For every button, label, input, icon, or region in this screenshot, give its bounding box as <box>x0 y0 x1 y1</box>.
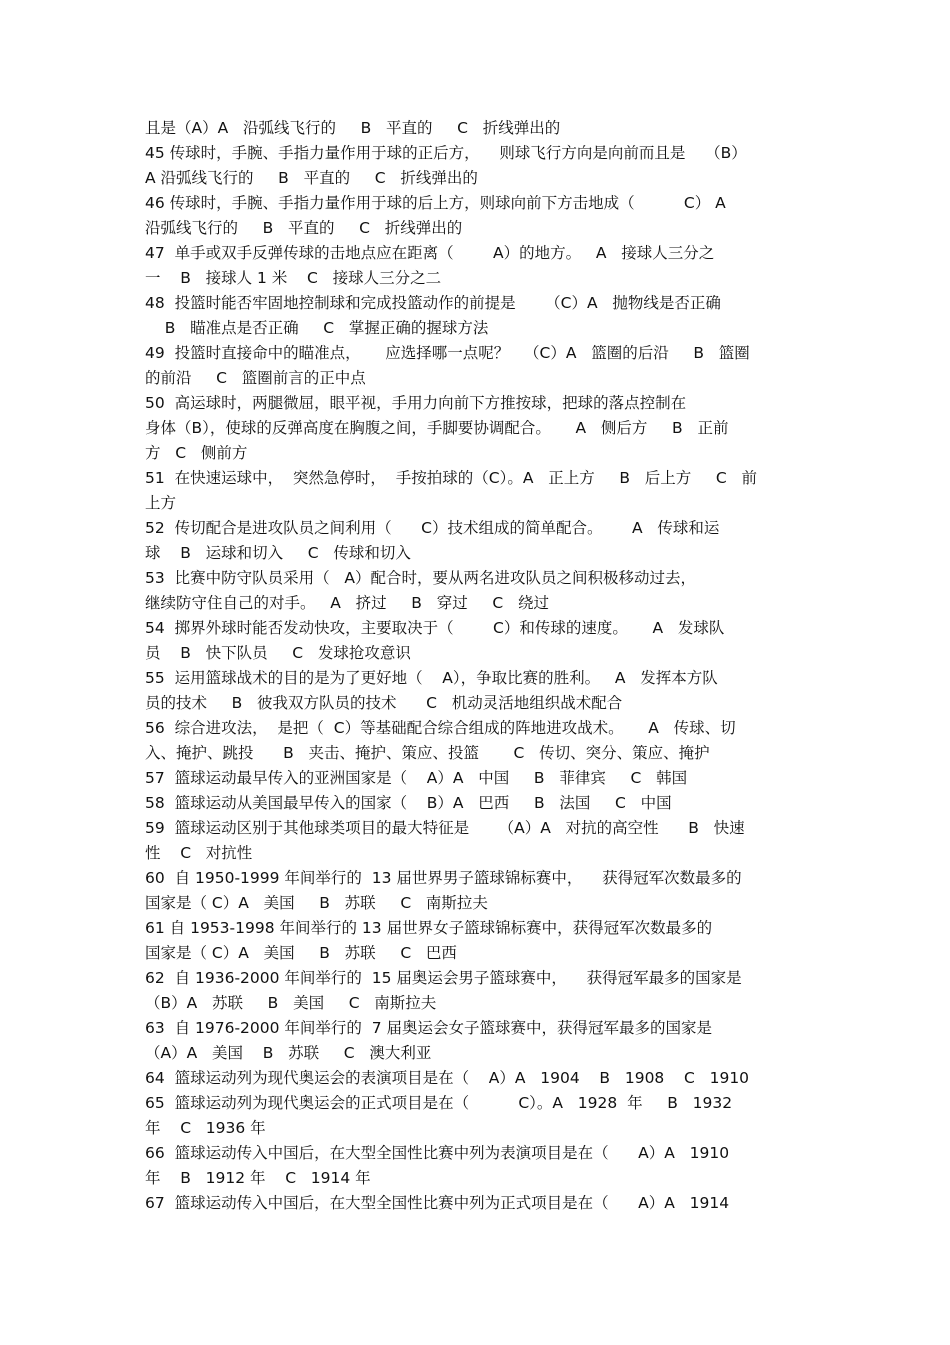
text-line: 员 B 快下队员 C 发球抢攻意识 <box>145 644 411 662</box>
text-line: 49 投篮时直接命中的瞄准点， 应选择哪一点呢？ （C）A 篮圈的后沿 B 篮圈 <box>145 344 750 362</box>
text-line: （A）A 美国 B 苏联 C 澳大利亚 <box>145 1044 432 1062</box>
text-line: 53 比赛中防守队员采用（ A）配合时，要从两名进攻队员之间积极移动过去， <box>145 569 696 587</box>
text-line: 45 传球时，手腕、手指力量作用于球的正后方， 则球飞行方向是向前而且是 （B） <box>145 144 747 162</box>
text-line: 63 自 1976-2000 年间举行的 7 届奥运会女子篮球赛中，获得冠军最多的国家是 <box>145 1019 713 1037</box>
text-line: 47 单手或双手反弹传球的击地点应在距离（ A）的地方。 A 接球人三分之 <box>145 244 715 262</box>
text-line: 66 篮球运动传入中国后，在大型全国性比赛中列为表演项目是在（ A）A 1910 <box>145 1144 730 1162</box>
text-line: B 瞄准点是否正确 C 掌握正确的握球方法 <box>145 319 489 337</box>
text-line: 性 C 对抗性 <box>145 844 253 862</box>
text-line: 52 传切配合是进攻队员之间利用（ C）技术组成的简单配合。 A 传球和运 <box>145 519 720 537</box>
text-line: 55 运用篮球战术的目的是为了更好地（ A），争取比赛的胜利。 A 发挥本方队 <box>145 669 718 687</box>
text-line: 的前沿 C 篮圈前言的正中点 <box>145 369 366 387</box>
text-line: 球 B 运球和切入 C 传球和切入 <box>145 544 411 562</box>
text-line: A 沿弧线飞行的 B 平直的 C 折线弹出的 <box>145 169 478 187</box>
text-line: 59 篮球运动区别于其他球类项目的最大特征是 （A）A 对抗的高空性 B 快速 <box>145 819 745 837</box>
text-line: 且是（A）A 沿弧线飞行的 B 平直的 C 折线弹出的 <box>145 119 561 137</box>
text-line: 上方 <box>145 494 177 512</box>
text-line: 继续防守住自己的对手。 A 挤过 B 穿过 C 绕过 <box>145 594 549 612</box>
text-line: （B）A 苏联 B 美国 C 南斯拉夫 <box>145 994 437 1012</box>
text-line: 46 传球时，手腕、手指力量作用于球的后上方，则球向前下方击地成（ C） A <box>145 194 726 212</box>
text-line: 国家是（ C）A 美国 B 苏联 C 巴西 <box>145 944 457 962</box>
text-line: 51 在快速运球中， 突然急停时， 手按拍球的（C）。A 正上方 B 后上方 C 前 <box>145 469 758 487</box>
text-line: 61 自 1953-1998 年间举行的 13 届世界女子篮球锦标赛中，获得冠军次数最多的 <box>145 919 713 937</box>
text-line: 方 C 侧前方 <box>145 444 248 462</box>
text-line: 57 篮球运动最早传入的亚洲国家是（ A）A 中国 B 菲律宾 C 韩国 <box>145 769 688 787</box>
text-line: 沿弧线飞行的 B 平直的 C 折线弹出的 <box>145 219 463 237</box>
text-line: 员的技术 B 彼我双方队员的技术 C 机动灵活地组织战术配合 <box>145 694 623 712</box>
text-line: 65 篮球运动列为现代奥运会的正式项目是在（ C）。A 1928 年 B 1932 <box>145 1094 733 1112</box>
text-line: 48 投篮时能否牢固地控制球和完成投篮动作的前提是 （C）A 抛物线是否正确 <box>145 294 721 312</box>
text-line: 身体（B），使球的反弹高度在胸腹之间，手脚要协调配合。 A 侧后方 B 正前 <box>145 419 729 437</box>
text-line: 56 综合进攻法， 是把（ C）等基础配合综合组成的阵地进攻战术。 A 传球、切 <box>145 719 736 737</box>
text-line: 64 篮球运动列为现代奥运会的表演项目是在（ A）A 1904 B 1908 C 1910 <box>145 1069 750 1087</box>
text-line: 年 B 1912 年 C 1914 年 <box>145 1169 371 1187</box>
text-line: 国家是（ C）A 美国 B 苏联 C 南斯拉夫 <box>145 894 488 912</box>
text-line: 67 篮球运动传入中国后，在大型全国性比赛中列为正式项目是在（ A）A 1914 <box>145 1194 730 1212</box>
text-line: 年 C 1936 年 <box>145 1119 266 1137</box>
text-line: 62 自 1936-2000 年间举行的 15 届奥运会男子篮球赛中， 获得冠军最多的国家是 <box>145 969 742 987</box>
text-line: 58 篮球运动从美国最早传入的国家（ B）A 巴西 B 法国 C 中国 <box>145 794 672 812</box>
text-line: 54 掷界外球时能否发动快攻，主要取决于（ C）和传球的速度。 A 发球队 <box>145 619 725 637</box>
text-line: 50 高运球时，两腿微屈，眼平视，手用力向前下方推按球，把球的落点控制在 <box>145 394 687 412</box>
text-line: 60 自 1950-1999 年间举行的 13 届世界男子篮球锦标赛中， 获得冠军次数最多的 <box>145 869 742 887</box>
question-text-body <box>145 116 810 1216</box>
text-line: 入、掩护、跳投 B 夹击、掩护、策应、投篮 C 传切、突分、策应、掩护 <box>145 744 710 762</box>
text-line: 一 B 接球人 1 米 C 接球人三分之二 <box>145 269 442 287</box>
